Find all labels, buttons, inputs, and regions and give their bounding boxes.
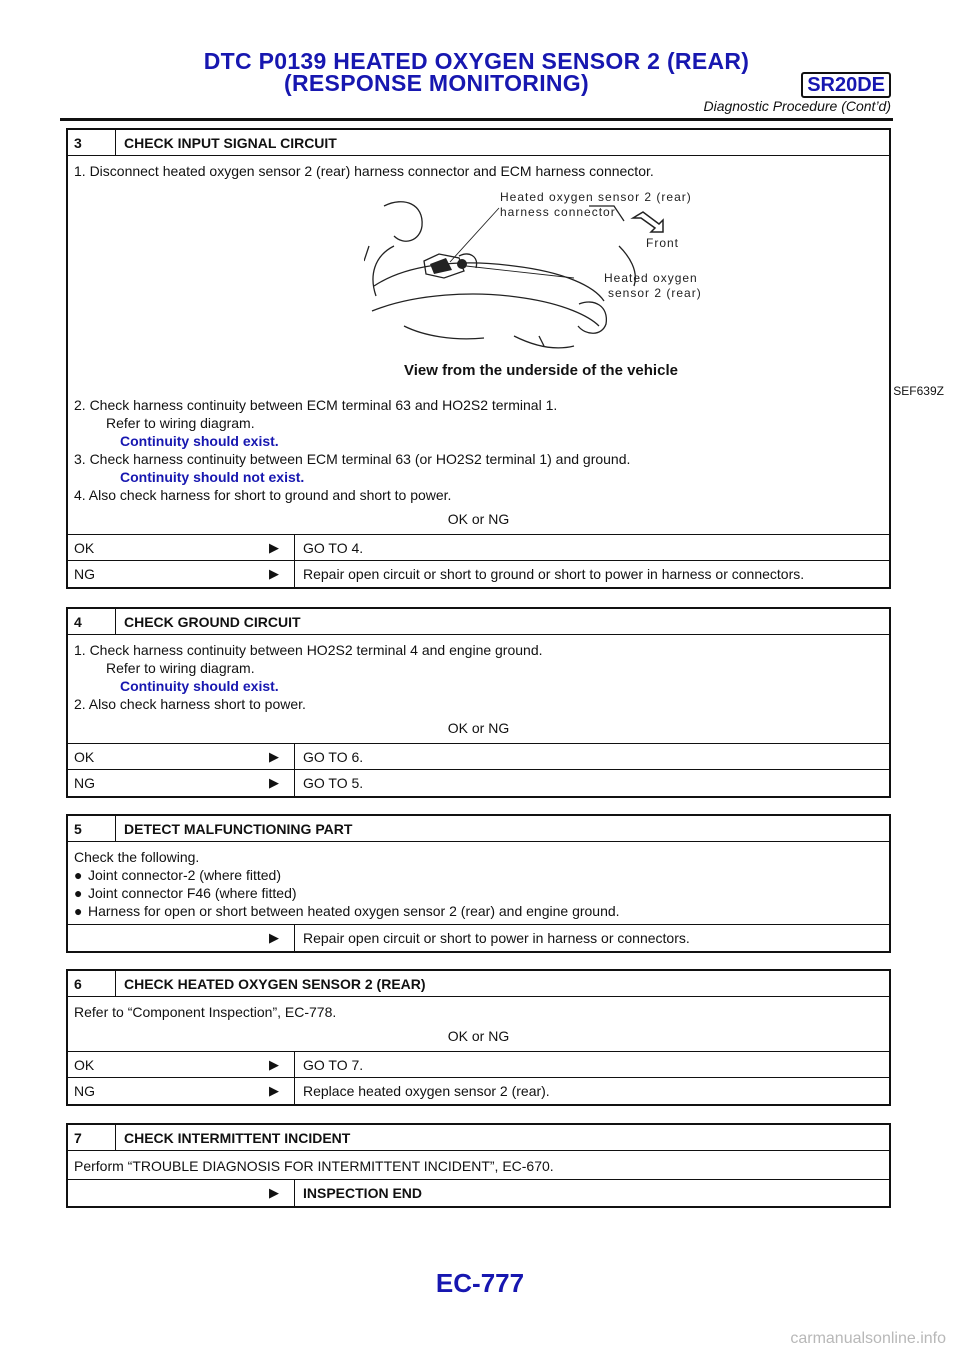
step-4-body bbox=[68, 635, 889, 744]
result-label: NG bbox=[74, 775, 95, 791]
step-5-body bbox=[68, 842, 889, 925]
step-number: 5 bbox=[68, 816, 116, 841]
figure-caption: View from the underside of the vehicle bbox=[404, 362, 678, 379]
step-3-box bbox=[66, 128, 944, 589]
step-7-box bbox=[66, 1123, 891, 1208]
arrow-icon: ▶ bbox=[254, 561, 295, 587]
result-action: INSPECTION END bbox=[303, 1185, 423, 1201]
result-action: Replace heated oxygen sensor 2 (rear). bbox=[303, 1083, 550, 1099]
step-3-header bbox=[68, 130, 889, 156]
arrow-icon: ▶ bbox=[254, 770, 295, 796]
step-number: 4 bbox=[68, 609, 116, 634]
result-row bbox=[68, 925, 889, 951]
page-header bbox=[60, 48, 893, 118]
arrow-icon: ▶ bbox=[254, 1078, 295, 1104]
instruction-line: 3. Check harness continuity between ECM terminal 63 (or HO2S2 terminal 1) and ground. bbox=[74, 451, 631, 467]
connector-label-line-1: Heated oxygen sensor 2 (rear) bbox=[500, 190, 692, 204]
result-action: Repair open circuit or short to ground or short to power in harness or connectors. bbox=[303, 566, 805, 582]
arrow-icon: ▶ bbox=[254, 925, 295, 951]
result-row-ok bbox=[68, 744, 889, 770]
figure-code: SEF639Z bbox=[893, 384, 944, 398]
watermark: carmanualsonline.info bbox=[790, 1330, 946, 1347]
arrow-icon: ▶ bbox=[254, 1180, 295, 1206]
result-action: GO TO 4. bbox=[303, 539, 364, 556]
result-row-ng bbox=[68, 1078, 889, 1104]
ok-or-ng-label: OK or NG bbox=[447, 511, 510, 527]
front-label: Front bbox=[646, 236, 680, 250]
step-4-header bbox=[68, 609, 889, 635]
list-item-text: Joint connector-2 (where fitted) bbox=[88, 867, 281, 883]
list-item bbox=[74, 902, 883, 920]
result-row-ng bbox=[68, 770, 889, 796]
sensor-label-line-2: sensor 2 (rear) bbox=[608, 286, 702, 300]
result-row-ok bbox=[68, 1052, 889, 1078]
instruction-line: Check the following. bbox=[74, 849, 200, 865]
step-number: 6 bbox=[68, 971, 116, 996]
result-label: OK bbox=[74, 539, 95, 556]
ok-or-ng-label: OK or NG bbox=[447, 720, 510, 736]
step-6-body bbox=[68, 997, 889, 1052]
instruction-line: Refer to “Component Inspection”, EC-778. bbox=[74, 1004, 337, 1020]
step-title: DETECT MALFUNCTIONING PART bbox=[124, 820, 353, 837]
expected-result: Continuity should exist. bbox=[120, 678, 279, 694]
result-action: GO TO 6. bbox=[303, 748, 364, 765]
instruction-line: 2. Also check harness short to power. bbox=[74, 696, 306, 712]
result-row bbox=[68, 1180, 889, 1206]
reference-note: Refer to wiring diagram. bbox=[106, 660, 255, 676]
expected-result: Continuity should not exist. bbox=[120, 469, 305, 485]
arrow-icon: ▶ bbox=[254, 535, 295, 560]
connector-label-line-2: harness connector bbox=[500, 205, 616, 219]
reference-note: Refer to wiring diagram. bbox=[106, 415, 255, 431]
step-title: CHECK HEATED OXYGEN SENSOR 2 (REAR) bbox=[124, 975, 426, 992]
step-5-box bbox=[66, 814, 891, 953]
ok-or-ng-label: OK or NG bbox=[447, 1028, 510, 1044]
result-label: OK bbox=[74, 748, 95, 765]
result-action: Repair open circuit or short to power in harness or connectors. bbox=[303, 930, 690, 946]
result-row-ng bbox=[68, 561, 889, 587]
instruction-line: Perform “TROUBLE DIAGNOSIS FOR INTERMITTENT INCIDENT”, EC-670. bbox=[74, 1158, 554, 1174]
instruction-line: 1. Disconnect heated oxygen sensor 2 (rear) harness connector and ECM harness connector. bbox=[74, 163, 654, 179]
list-item-text: Harness for open or short between heated oxygen sensor 2 (rear) and engine ground. bbox=[88, 903, 620, 919]
list-item bbox=[74, 866, 883, 884]
result-action: GO TO 5. bbox=[303, 775, 364, 791]
result-label: NG bbox=[74, 566, 95, 582]
list-item-text: Joint connector F46 (where fitted) bbox=[88, 885, 297, 901]
underside-figure bbox=[324, 186, 944, 398]
page-number: EC-777 bbox=[435, 1268, 525, 1298]
expected-result: Continuity should exist. bbox=[120, 433, 279, 449]
list-item bbox=[74, 884, 883, 902]
result-label: OK bbox=[74, 1056, 95, 1073]
header-rule bbox=[60, 118, 893, 121]
instruction-line: 4. Also check harness for short to ground and short to power. bbox=[74, 487, 452, 503]
bullet-icon: ● bbox=[74, 885, 83, 901]
front-arrow-icon bbox=[629, 208, 669, 238]
step-7-body bbox=[68, 1151, 889, 1180]
step-5-header bbox=[68, 816, 889, 842]
page-title-line-2: (RESPONSE MONITORING) bbox=[284, 70, 589, 96]
step-title: CHECK INTERMITTENT INCIDENT bbox=[124, 1129, 351, 1146]
step-number: 3 bbox=[68, 130, 116, 155]
step-6-box bbox=[66, 969, 891, 1106]
result-action: GO TO 7. bbox=[303, 1056, 364, 1073]
step-3-body bbox=[68, 156, 944, 535]
instruction-line: 1. Check harness continuity between HO2S2 terminal 4 and engine ground. bbox=[74, 642, 543, 658]
step-number: 7 bbox=[68, 1125, 116, 1150]
bullet-icon: ● bbox=[74, 903, 83, 919]
instruction-line: 2. Check harness continuity between ECM terminal 63 and HO2S2 terminal 1. bbox=[74, 397, 558, 413]
page-title-line-1: DTC P0139 HEATED OXYGEN SENSOR 2 (REAR) bbox=[203, 48, 750, 74]
arrow-icon: ▶ bbox=[254, 1052, 295, 1077]
result-row-ok bbox=[68, 535, 889, 561]
bullet-icon: ● bbox=[74, 867, 83, 883]
step-6-header bbox=[68, 971, 889, 997]
arrow-icon: ▶ bbox=[254, 744, 295, 769]
step-7-header bbox=[68, 1125, 889, 1151]
step-4-box bbox=[66, 607, 891, 798]
step-title: CHECK INPUT SIGNAL CIRCUIT bbox=[124, 134, 337, 151]
sensor-label-line-1: Heated oxygen bbox=[604, 271, 698, 285]
engine-badge: SR20DE bbox=[801, 72, 891, 98]
result-label: NG bbox=[74, 1083, 95, 1099]
page-subtitle: Diagnostic Procedure (Cont’d) bbox=[703, 98, 891, 114]
step-title: CHECK GROUND CIRCUIT bbox=[124, 613, 301, 630]
